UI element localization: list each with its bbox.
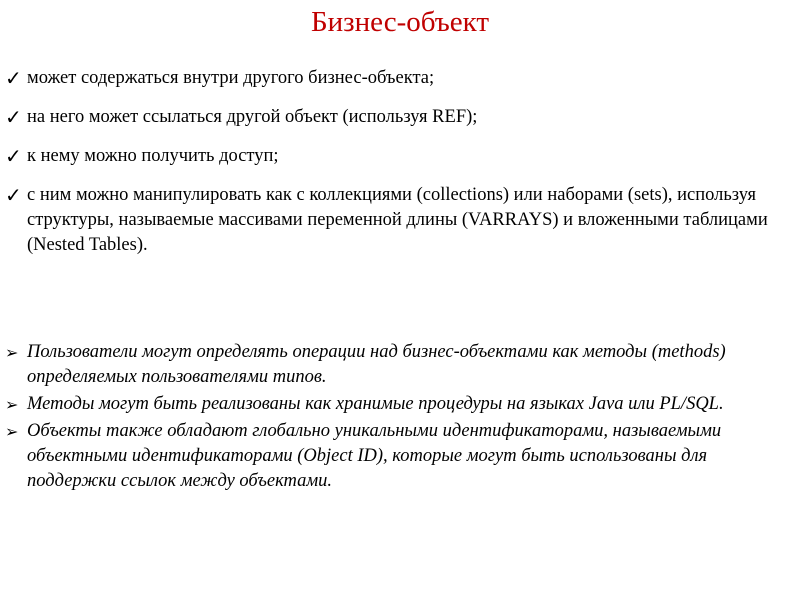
check-list-item-text: с ним можно манипулировать как с коллекциями (collections) или наборами (sets), используя структуры, называемые массивами переменной длины (VARRAYS) и вложенными таблицами (Nested Tables). (27, 185, 768, 255)
check-list-item-text: может содержаться внутри другого бизнес-объекта; (27, 68, 435, 88)
checkmark-icon: ✓ (5, 105, 22, 129)
check-list-item (5, 183, 775, 258)
check-bullet-list (5, 66, 775, 272)
page-title: Бизнес-объект (310, 6, 490, 38)
checkmark-icon: ✓ (5, 66, 22, 90)
checkmark-icon: ✓ (5, 144, 22, 168)
arrow-bullet-list (5, 340, 775, 496)
arrowhead-bullet-icon: ➢ (5, 422, 19, 441)
check-list-item (5, 66, 775, 91)
arrowhead-bullet-icon: ➢ (5, 343, 19, 362)
check-list-item-text: на него может ссылаться другой объект (используя REF); (27, 107, 478, 127)
check-list-item-text: к нему можно получить доступ; (27, 146, 279, 166)
arrowhead-bullet-icon: ➢ (5, 395, 19, 414)
arrow-list-item (5, 340, 775, 390)
arrow-list-item-text: Пользователи могут определять операции над бизнес-объектами как методы (methods) определяемых пользователями типов. (27, 342, 726, 387)
arrow-list-item (5, 392, 775, 417)
arrow-list-item-text: Объекты также обладают глобально уникальными идентификаторами, называемыми объектными идентификаторами (Object ID), которые могут быть использованы для поддержки ссылок между объектами. (27, 421, 722, 491)
checkmark-icon: ✓ (5, 183, 22, 207)
check-list-item (5, 105, 775, 130)
arrow-list-item (5, 419, 775, 494)
arrow-list-item-text: Методы могут быть реализованы как хранимые процедуры на языках Java или PL/SQL. (27, 394, 724, 414)
check-list-item (5, 144, 775, 169)
